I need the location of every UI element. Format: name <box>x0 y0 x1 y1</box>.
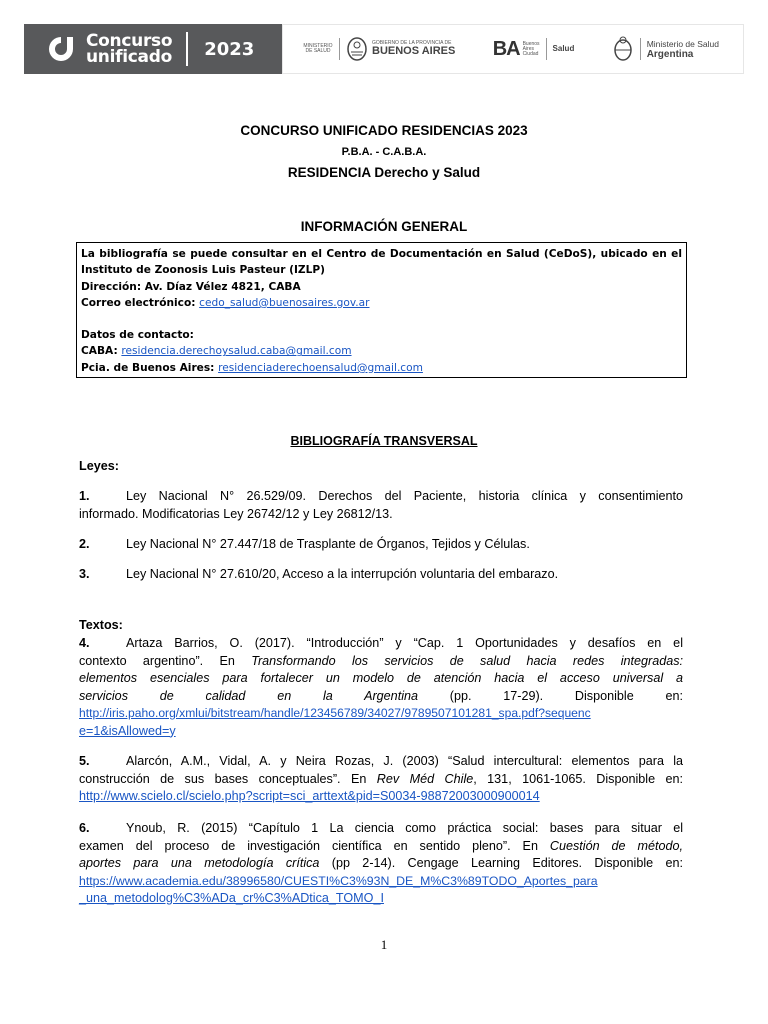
item-number: 5. <box>79 754 90 768</box>
item4-link-line1 <box>79 705 683 723</box>
item6-text1: Ynoub, R. (2015) “Capítulo 1 La ciencia como práctica social: bases para situar el <box>126 821 683 835</box>
partner2-text <box>372 41 455 57</box>
item4-line2 <box>79 653 683 671</box>
argentina-shield-icon <box>612 36 634 62</box>
ley-item-1 <box>79 488 683 523</box>
item5-link[interactable]: http://www.scielo.cl/scielo.php?script=sci_arttext&pid=S0034-98872003000900014 <box>79 789 540 803</box>
item5-text1: Alarcón, A.M., Vidal, A. y Neira Rozas, J. (2003) “Salud intercultural: elementos para la <box>126 754 683 768</box>
logo-text <box>86 33 172 65</box>
pba-shield-icon <box>346 36 368 62</box>
item6-text2b: Cuestión de método, <box>549 838 683 853</box>
texto-item-6 <box>79 820 683 908</box>
item4-line1 <box>79 635 683 653</box>
partner3-line: Aires <box>522 45 534 52</box>
logo-line1: Concurso <box>86 31 173 51</box>
header-banner <box>24 24 744 74</box>
item4-text4a: servicios de calidad en la Argentina <box>79 688 418 703</box>
partner-ministerio-salud-pba <box>303 36 455 62</box>
item5-line1 <box>79 753 683 771</box>
partner2-big: BUENOS AIRES <box>372 45 456 57</box>
item6-link[interactable]: https://www.academia.edu/38996580/CUESTI%C3%93N_DE_M%C3%89TODO_Aportes_para <box>79 873 598 888</box>
ley-2-line <box>79 536 683 554</box>
info-address: Dirección: Av. Díaz Vélez 4821, CABA <box>81 280 301 293</box>
info-line: Instituto de Zoonosis Luis Pasteur (IZLP) <box>81 264 325 277</box>
item5-link-line <box>79 788 683 806</box>
item-number: 1. <box>79 489 90 503</box>
item4-text3: elementos esenciales para fortalecer un modelo de atención hacia el acceso universal a <box>79 671 683 685</box>
ley-1-text2: informado. Modificatorias Ley 26742/12 y Ley 26812/13. <box>79 506 393 521</box>
item-number: 2. <box>79 537 90 551</box>
ley-3-line <box>79 566 683 584</box>
logo-line2: unificado <box>86 47 172 67</box>
ba-mark-icon: BA <box>492 38 520 60</box>
contact-title: Datos de contacto: <box>81 329 194 342</box>
pba-contact-row <box>81 360 682 376</box>
divider <box>546 38 547 60</box>
item6-link-cont[interactable]: _una_metodolog%C3%ADa_cr%C3%ADtica_TOMO_I <box>79 891 384 905</box>
ley-1-line1 <box>79 488 683 506</box>
partner4-line2: Argentina <box>646 48 694 60</box>
caba-email-link[interactable]: residencia.derechoysalud.caba@gmail.com <box>121 345 352 358</box>
partner4-line1: Ministerio de Salud <box>646 38 719 49</box>
logo-year: 2023 <box>204 38 255 60</box>
leyes-heading-text: Leyes: <box>79 459 119 473</box>
item6-link-line1 <box>79 873 683 891</box>
caba-contact-row <box>81 343 682 359</box>
email-link[interactable]: cedo_salud@buenosaires.gov.ar <box>199 296 370 309</box>
texto-item-4 <box>79 635 683 740</box>
item4-link[interactable]: http://iris.paho.org/xmlui/bitstream/handle/123456789/34027/9789507101281_spa.pdf?sequenc <box>79 706 591 720</box>
partner3-label: Salud <box>552 44 575 53</box>
partner1-text: MINISTERIO DE SALUD <box>303 43 333 54</box>
section-title: BIBLIOGRAFÍA TRANSVERSAL <box>290 434 478 448</box>
concurso-logo <box>24 24 282 74</box>
info-email-row <box>81 295 682 311</box>
ley-2-text: Ley Nacional N° 27.447/18 de Trasplante de Órganos, Tejidos y Células. <box>126 537 530 551</box>
partner3-lines <box>523 42 540 57</box>
partner3-line: Buenos <box>522 40 540 47</box>
pba-label: Pcia. de Buenos Aires: <box>81 361 219 374</box>
item6-text3a: aportes para una metodología crítica <box>79 856 320 870</box>
info-box <box>76 242 687 378</box>
logo-separator <box>186 32 188 66</box>
item4-line4 <box>79 688 683 706</box>
residencia-title: RESIDENCIA Derecho y Salud <box>287 165 481 180</box>
ley-item-2 <box>79 536 683 554</box>
partner2-small: GOBIERNO DE LA PROVINCIA DE <box>372 40 452 46</box>
item6-line1 <box>79 820 683 838</box>
partner-ba-salud <box>493 38 575 60</box>
spacer <box>81 311 682 327</box>
item4-text2b: Transformando los servicios de salud hacia redes integradas: <box>251 653 684 668</box>
partner-ministerio-salud-nacion <box>612 36 719 62</box>
email-label: Correo electrónico: <box>81 296 200 309</box>
item4-link-line2 <box>79 723 683 741</box>
ley-1-text1: Ley Nacional N° 26.529/09. Derechos del Paciente, historia clínica y consentimiento <box>126 489 683 503</box>
concurso-logo-icon <box>46 34 76 64</box>
pba-email-link[interactable]: residenciaderechoensalud@gmail.com <box>218 361 423 374</box>
item6-text3b: (pp 2-14). Cengage Learning Editores. Disponible en: <box>319 856 683 870</box>
item-number: 4. <box>79 636 90 650</box>
item4-text4b: (pp. 17-29). Disponible en: <box>418 688 683 703</box>
page-number: 1 <box>380 937 388 952</box>
item5-text2c: , 131, 1061-1065. Disponible en: <box>473 771 684 786</box>
texto-item-5 <box>79 753 683 806</box>
textos-heading-text: Textos: <box>79 618 123 632</box>
partner3-line: Ciudad <box>522 50 539 57</box>
leyes-heading <box>79 458 683 476</box>
divider <box>640 38 641 60</box>
divider <box>339 38 340 60</box>
document-subtitle: P.B.A. - C.A.B.A. <box>341 146 427 158</box>
caba-label: CABA: <box>81 345 122 358</box>
partner-logos <box>282 24 744 74</box>
ley-3-text: Ley Nacional N° 27.610/20, Acceso a la interrupción voluntaria del embarazo. <box>126 567 559 581</box>
item5-text2a: construcción de sus bases conceptuales”. En <box>79 771 377 786</box>
item4-text2a: contexto argentino”. En <box>79 653 252 668</box>
ley-item-3 <box>79 566 683 584</box>
item4-text1: Artaza Barrios, O. (2017). “Introducción” y “Cap. 1 Oportunidades y desafíos en el <box>126 636 683 650</box>
item4-link-cont[interactable]: e=1&isAllowed=y <box>79 723 176 738</box>
item5-text2b: Rev Méd Chile <box>376 771 474 786</box>
info-general-title: INFORMACIÓN GENERAL <box>300 219 468 234</box>
textos-heading <box>79 617 683 635</box>
item-number: 3. <box>79 567 90 581</box>
partner4-text <box>647 39 719 60</box>
document-title: CONCURSO UNIFICADO RESIDENCIAS 2023 <box>240 123 528 138</box>
item6-line2 <box>79 838 683 856</box>
item5-line2 <box>79 771 683 789</box>
info-line: La bibliografía se puede consultar en el Centro de Documentación en Salud (CeDoS), ubicado en el <box>81 248 682 260</box>
item6-link-line2 <box>79 890 683 908</box>
item6-text2a: examen del proceso de investigación científica en sentido pleno”. En <box>79 838 550 853</box>
item6-line3 <box>79 855 683 873</box>
item-number: 6. <box>79 821 90 835</box>
